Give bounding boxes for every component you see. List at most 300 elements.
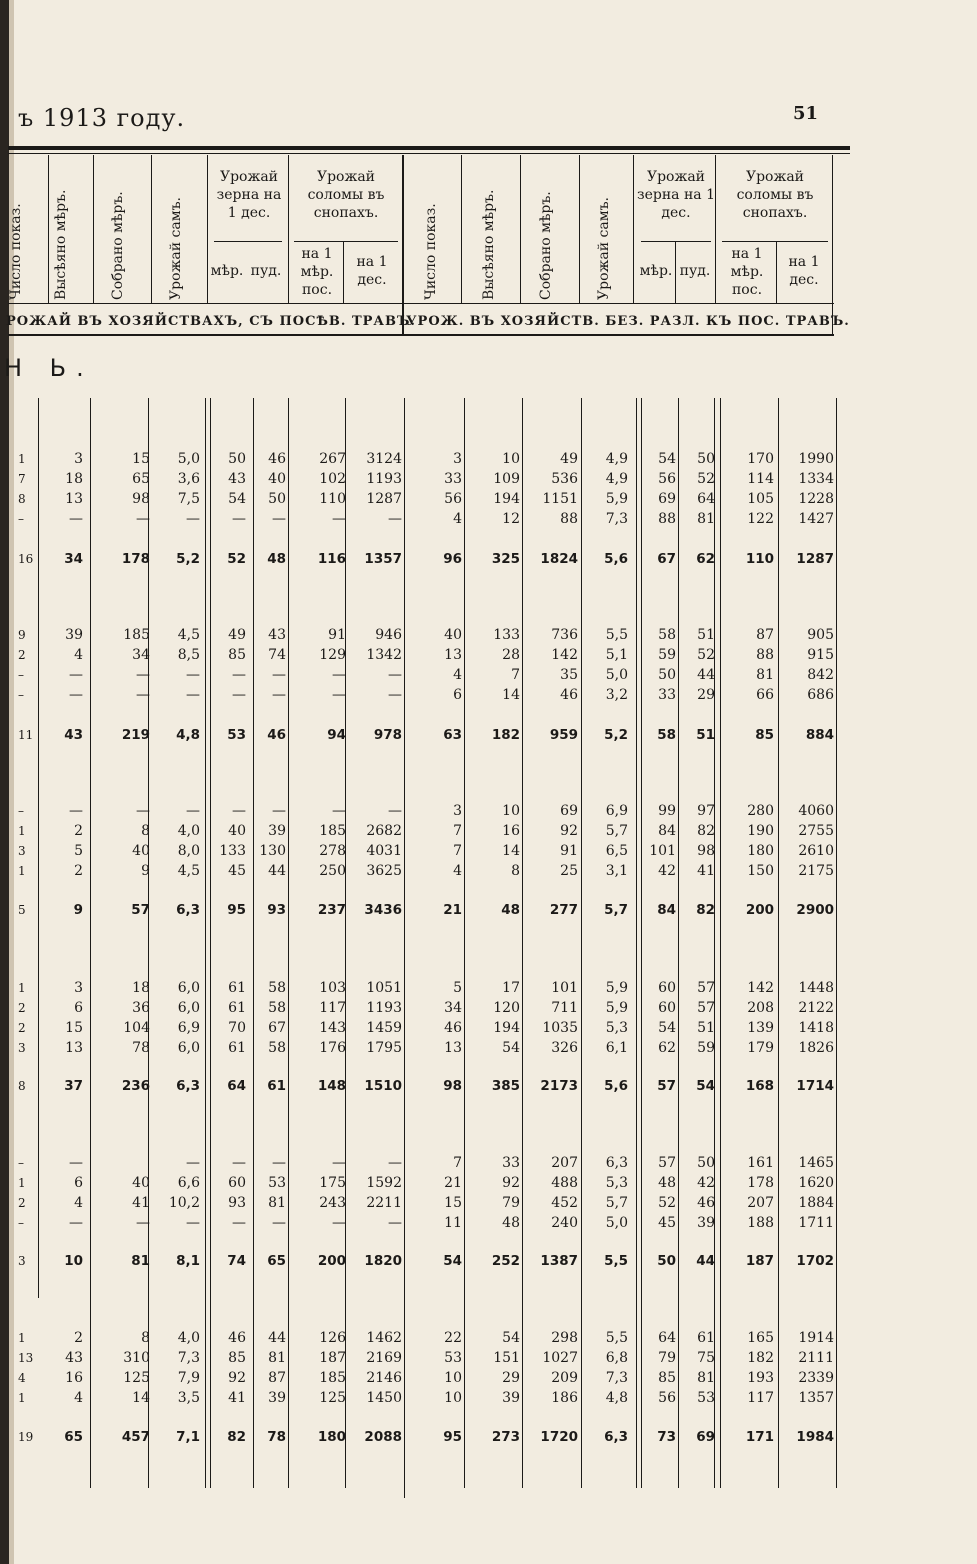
table-cell-left: 10 [64, 1253, 83, 1269]
table-cell-left: 1592 [366, 1175, 402, 1191]
table-cell-left: 125 [319, 1390, 346, 1406]
table-cell-right: 3,1 [605, 863, 628, 879]
table-cell-right: 41 [697, 863, 715, 879]
table-cell-right: 842 [807, 667, 834, 683]
table-cell-right: 54 [658, 1020, 676, 1036]
table-cell-right: 17 [502, 980, 520, 996]
table-cell-left: 187 [319, 1350, 346, 1366]
row-edge-label: 1 [18, 452, 26, 466]
table-cell-right: 150 [747, 863, 774, 879]
table-cell-right: 1914 [798, 1330, 834, 1346]
table-cell-right: 1151 [542, 491, 578, 507]
table-cell-right: 79 [502, 1195, 520, 1211]
table-cell-right: 5,1 [605, 647, 628, 663]
table-cell-left: 2146 [366, 1370, 402, 1386]
table-cell-left: 117 [319, 1000, 346, 1016]
table-cell-right: 69 [560, 803, 578, 819]
table-cell-right: 81 [756, 667, 774, 683]
table-cell-right: 82 [696, 902, 715, 918]
table-cell-left: 1820 [364, 1253, 402, 1269]
table-cell-right: 1228 [798, 491, 834, 507]
column-rule [38, 398, 39, 1298]
header-straw-1des-right: на 1 дес. [788, 254, 820, 288]
table-cell-left: 8 [141, 823, 150, 839]
table-cell-left: 87 [268, 1370, 286, 1386]
table-cell-right: 21 [443, 902, 462, 918]
table-cell-right: 87 [756, 627, 774, 643]
table-cell-left: 45 [228, 863, 246, 879]
table-cell-right: 4,9 [605, 451, 628, 467]
row-edge-label: 4 [18, 1371, 26, 1385]
header-grain-mer-right: мѣр. [639, 263, 673, 279]
table-cell-left: 61 [228, 980, 246, 996]
column-rule [836, 398, 837, 1488]
table-cell-right: 1035 [542, 1020, 578, 1036]
table-cell-right: 7,3 [605, 1370, 628, 1386]
table-cell-left: 8,5 [177, 647, 200, 663]
table-cell-right: 92 [560, 823, 578, 839]
table-cell-right: 101 [649, 843, 676, 859]
table-cell-right: 56 [444, 491, 462, 507]
table-cell-left: 267 [319, 451, 346, 467]
table-cell-left: 178 [121, 551, 150, 567]
table-cell-right: 1884 [798, 1195, 834, 1211]
table-cell-right: 686 [807, 687, 834, 703]
table-cell-right: 133 [493, 627, 520, 643]
table-cell-right: 170 [747, 451, 774, 467]
table-cell-left: 4,8 [176, 727, 200, 743]
row-edge-label: 3 [18, 844, 26, 858]
table-cell-right: 326 [551, 1040, 578, 1056]
column-rule [778, 398, 779, 1488]
table-cell-right: 190 [747, 823, 774, 839]
table-cell-left: 185 [319, 823, 346, 839]
table-cell-right: 188 [747, 1215, 774, 1231]
table-cell-right: 51 [697, 1020, 715, 1036]
table-cell-right: 194 [493, 491, 520, 507]
table-cell-left: 1459 [366, 1020, 402, 1036]
table-cell-right: 99 [658, 803, 676, 819]
table-cell-right: 60 [658, 1000, 676, 1016]
table-cell-left: — [332, 1215, 346, 1231]
table-cell-left: — [272, 667, 286, 683]
header-straw-1mer-left: на 1 мѣр. пос. [300, 246, 334, 298]
table-cell-right: 85 [755, 727, 774, 743]
table-cell-right: 110 [745, 551, 774, 567]
table-cell-left: 15 [132, 451, 150, 467]
running-head: ъ 1913 году. [18, 104, 186, 132]
table-cell-left: — [332, 687, 346, 703]
table-cell-right: 1448 [798, 980, 834, 996]
table-cell-right: 52 [697, 647, 715, 663]
table-cell-left: 9 [73, 902, 83, 918]
table-cell-left: 104 [123, 1020, 150, 1036]
table-cell-right: 1714 [796, 1078, 834, 1094]
table-cell-right: 1720 [540, 1429, 578, 1445]
table-cell-right: 40 [444, 627, 462, 643]
table-cell-right: 252 [491, 1253, 520, 1269]
table-cell-right: 22 [444, 1330, 462, 1346]
table-cell-right: 4 [453, 667, 462, 683]
table-cell-left: 4,5 [177, 627, 200, 643]
table-cell-right: 536 [551, 471, 578, 487]
table-cell-right: 180 [747, 843, 774, 859]
table-cell-left: 65 [267, 1253, 286, 1269]
table-cell-right: 25 [560, 863, 578, 879]
table-cell-left: 6,0 [177, 1000, 200, 1016]
table-cell-right: 240 [551, 1215, 578, 1231]
table-cell-left: 74 [227, 1253, 246, 1269]
table-cell-left: 98 [132, 491, 150, 507]
table-cell-right: 57 [658, 1155, 676, 1171]
header-yield-left: Урожай самъ. [168, 197, 184, 300]
table-cell-right: 33 [444, 471, 462, 487]
table-cell-left: 4 [74, 1390, 83, 1406]
table-cell-left: — [232, 667, 246, 683]
table-cell-right: 59 [658, 647, 676, 663]
table-cell-left: 39 [268, 1390, 286, 1406]
table-cell-right: 81 [697, 511, 715, 527]
table-cell-right: 50 [697, 451, 715, 467]
table-cell-left: 40 [132, 843, 150, 859]
table-cell-right: 5,6 [604, 1078, 628, 1094]
table-cell-right: 2339 [798, 1370, 834, 1386]
table-cell-right: 52 [658, 1195, 676, 1211]
table-cell-right: 187 [745, 1253, 774, 1269]
table-cell-right: 2900 [796, 902, 834, 918]
table-cell-left: 46 [267, 727, 286, 743]
table-cell-right: 207 [747, 1195, 774, 1211]
table-cell-left: 1462 [366, 1330, 402, 1346]
table-cell-left: 1510 [364, 1078, 402, 1094]
table-cell-right: 58 [658, 627, 676, 643]
table-cell-right: 54 [696, 1078, 715, 1094]
table-cell-left: 3 [74, 980, 83, 996]
table-cell-right: 209 [551, 1370, 578, 1386]
table-cell-right: 1387 [540, 1253, 578, 1269]
table-cell-left: — [232, 687, 246, 703]
table-cell-right: 14 [502, 687, 520, 703]
table-cell-left: 18 [65, 471, 83, 487]
table-cell-right: 6,9 [605, 803, 628, 819]
table-cell-right: 98 [697, 843, 715, 859]
table-cell-left: 8,1 [176, 1253, 200, 1269]
table-cell-left: 102 [319, 471, 346, 487]
table-cell-right: 5,3 [605, 1175, 628, 1191]
table-cell-left: 78 [267, 1429, 286, 1445]
table-cell-right: 52 [697, 471, 715, 487]
table-cell-right: 50 [697, 1155, 715, 1171]
table-cell-right: 2122 [798, 1000, 834, 1016]
table-cell-right: 84 [658, 823, 676, 839]
table-cell-left: 39 [65, 627, 83, 643]
row-edge-label: 1 [18, 824, 26, 838]
header-count-right: Число показ. [423, 203, 439, 300]
header-collected-right: Собрано мѣръ. [538, 191, 554, 300]
row-edge-label: – [18, 668, 24, 682]
table-cell-right: 81 [697, 1370, 715, 1386]
table-cell-right: 101 [551, 980, 578, 996]
top-rule [8, 146, 850, 150]
table-cell-left: 133 [219, 843, 246, 859]
table-cell-right: 5,9 [605, 1000, 628, 1016]
table-cell-left: 3,6 [177, 471, 200, 487]
table-cell-left: 36 [132, 1000, 150, 1016]
table-cell-right: 7 [453, 823, 462, 839]
column-rule [288, 398, 289, 1488]
table-cell-left: 74 [268, 647, 286, 663]
table-cell-left: 54 [228, 491, 246, 507]
table-cell-right: 97 [697, 803, 715, 819]
table-cell-right: 208 [747, 1000, 774, 1016]
header-straw-left: Урожай соломы въ снопахъ. [307, 169, 385, 221]
table-cell-left: 4 [74, 1195, 83, 1211]
table-cell-left: 1193 [366, 471, 402, 487]
table-cell-right: 182 [491, 727, 520, 743]
table-cell-right: 57 [697, 1000, 715, 1016]
table-cell-right: 280 [747, 803, 774, 819]
table-cell-right: 7 [453, 1155, 462, 1171]
table-cell-left: 3625 [366, 863, 402, 879]
header-grain-mer-left: мѣр. [210, 263, 244, 279]
table-cell-left: 1357 [364, 551, 402, 567]
table-cell-right: 5,5 [605, 1330, 628, 1346]
table-cell-right: 11 [444, 1215, 462, 1231]
table-cell-right: 114 [747, 471, 774, 487]
table-cell-left: 143 [319, 1020, 346, 1036]
table-cell-left: 278 [319, 843, 346, 859]
table-cell-right: 50 [657, 1253, 676, 1269]
table-cell-right: 1824 [540, 551, 578, 567]
row-edge-label: – [18, 1216, 24, 1230]
table-cell-right: 182 [747, 1350, 774, 1366]
table-cell-left: 34 [132, 647, 150, 663]
table-cell-left: 310 [123, 1350, 150, 1366]
table-cell-left: — [272, 1155, 286, 1171]
table-cell-right: 109 [493, 471, 520, 487]
row-edge-label: – [18, 804, 24, 818]
table-cell-left: — [272, 1215, 286, 1231]
table-cell-left: 49 [228, 627, 246, 643]
table-cell-right: 29 [697, 687, 715, 703]
table-cell-right: 142 [551, 647, 578, 663]
table-cell-left: — [186, 687, 200, 703]
table-cell-right: 4,9 [605, 471, 628, 487]
table-cell-left: 7,3 [177, 1350, 200, 1366]
table-cell-right: 1287 [796, 551, 834, 567]
table-cell-left: 1051 [366, 980, 402, 996]
table-cell-left: 236 [121, 1078, 150, 1094]
row-edge-label: 19 [18, 1430, 34, 1444]
table-cell-left: 175 [319, 1175, 346, 1191]
table-cell-left: 91 [328, 627, 346, 643]
table-cell-left: 1450 [366, 1390, 402, 1406]
header-collected-left: Собрано мѣръ. [110, 191, 126, 300]
row-edge-label: 7 [18, 472, 26, 486]
page-number: 51 [793, 103, 819, 124]
table-cell-left: 110 [319, 491, 346, 507]
table-cell-right: 34 [444, 1000, 462, 1016]
table-cell-left: 14 [132, 1390, 150, 1406]
table-cell-right: 1427 [798, 511, 834, 527]
table-cell-right: 88 [658, 511, 676, 527]
row-edge-label: 2 [18, 1001, 26, 1015]
table-cell-right: 711 [551, 1000, 578, 1016]
table-cell-left: 185 [123, 627, 150, 643]
table-cell-right: 273 [491, 1429, 520, 1445]
table-cell-right: 49 [560, 451, 578, 467]
table-cell-right: 84 [657, 902, 676, 918]
table-cell-left: 1287 [366, 491, 402, 507]
table-cell-left: 2 [74, 823, 83, 839]
table-cell-left: 1193 [366, 1000, 402, 1016]
table-cell-right: 165 [747, 1330, 774, 1346]
table-cell-right: 44 [696, 1253, 715, 1269]
table-cell-right: 62 [696, 551, 715, 567]
table-cell-left: — [186, 667, 200, 683]
table-cell-right: 5,7 [605, 823, 628, 839]
table-cell-left: — [186, 511, 200, 527]
row-edge-label: 1 [18, 1391, 26, 1405]
table-cell-right: 736 [551, 627, 578, 643]
table-cell-right: 50 [658, 667, 676, 683]
row-edge-label: 1 [18, 1176, 26, 1190]
table-cell-right: 13 [444, 1040, 462, 1056]
table-cell-left: 94 [327, 727, 346, 743]
row-edge-label: – [18, 512, 24, 526]
table-cell-right: 10 [444, 1370, 462, 1386]
table-cell-right: 385 [491, 1078, 520, 1094]
table-cell-left: 4031 [366, 843, 402, 859]
table-cell-right: 5,0 [605, 667, 628, 683]
table-cell-right: 88 [560, 511, 578, 527]
table-cell-right: 67 [657, 551, 676, 567]
table-cell-right: 1357 [798, 1390, 834, 1406]
table-cell-left: 64 [227, 1078, 246, 1094]
table-cell-left: 6,9 [177, 1020, 200, 1036]
table-cell-left: 58 [268, 1000, 286, 1016]
table-cell-left: 61 [228, 1000, 246, 1016]
table-cell-right: 325 [491, 551, 520, 567]
table-cell-right: 298 [551, 1330, 578, 1346]
table-cell-left: 8,0 [177, 843, 200, 859]
table-cell-left: — [69, 667, 83, 683]
table-cell-left: 60 [228, 1175, 246, 1191]
table-cell-right: 120 [493, 1000, 520, 1016]
table-cell-right: 171 [745, 1429, 774, 1445]
table-cell-right: 54 [443, 1253, 462, 1269]
table-cell-right: 48 [502, 1215, 520, 1231]
table-cell-right: 28 [502, 647, 520, 663]
table-cell-left: — [388, 687, 402, 703]
table-cell-right: 5,9 [605, 491, 628, 507]
table-cell-left: 4,0 [177, 1330, 200, 1346]
header-grain-right: Урожай зерна на 1 дес. [636, 169, 716, 221]
table-cell-left: — [186, 1155, 200, 1171]
table-cell-left: — [69, 1215, 83, 1231]
header-sown-right: Высѣяно мѣръ. [481, 189, 497, 300]
table-cell-right: 5,5 [605, 627, 628, 643]
header-sown-left: Высѣяно мѣръ. [53, 189, 69, 300]
header-grain-pud-left: пуд. [250, 263, 282, 279]
table-cell-right: 56 [658, 471, 676, 487]
table-cell-right: 488 [551, 1175, 578, 1191]
table-cell-left: 180 [317, 1429, 346, 1445]
table-cell-left: — [69, 803, 83, 819]
table-cell-left: 81 [268, 1350, 286, 1366]
row-edge-label: 2 [18, 1196, 26, 1210]
row-edge-label: 8 [18, 1079, 26, 1093]
table-cell-right: 29 [502, 1370, 520, 1386]
table-cell-left: 43 [228, 471, 246, 487]
table-cell-left: 44 [268, 1330, 286, 1346]
table-cell-right: 6 [453, 687, 462, 703]
table-cell-left: 92 [228, 1370, 246, 1386]
table-cell-right: 5,0 [605, 1215, 628, 1231]
table-cell-right: 179 [747, 1040, 774, 1056]
table-cell-right: 5,9 [605, 980, 628, 996]
table-cell-left: 3436 [364, 902, 402, 918]
table-cell-left: 129 [319, 647, 346, 663]
table-cell-right: 10 [502, 451, 520, 467]
table-cell-left: 41 [228, 1390, 246, 1406]
table-cell-left: — [232, 803, 246, 819]
table-cell-right: 7 [511, 667, 520, 683]
table-cell-right: 5 [453, 980, 462, 996]
table-cell-left: 52 [227, 551, 246, 567]
header-grain-left: Урожай зерна на 1 дес. [216, 169, 282, 221]
table-cell-right: 5,3 [605, 1020, 628, 1036]
table-cell-right: 51 [696, 727, 715, 743]
table-cell-right: 4 [453, 863, 462, 879]
table-cell-left: — [332, 1155, 346, 1171]
table-cell-left: — [136, 511, 150, 527]
column-rule [90, 398, 91, 1488]
table-cell-left: 6,6 [177, 1175, 200, 1191]
row-edge-label: 5 [18, 903, 26, 917]
table-cell-right: 2610 [798, 843, 834, 859]
table-cell-left: 243 [319, 1195, 346, 1211]
table-cell-left: — [186, 803, 200, 819]
column-rule [522, 398, 523, 1488]
table-cell-left: 85 [228, 1350, 246, 1366]
table-cell-left: 58 [268, 1040, 286, 1056]
table-cell-right: 46 [560, 687, 578, 703]
table-cell-left: 9 [141, 863, 150, 879]
column-rule [464, 398, 465, 1488]
table-cell-left: 40 [132, 1175, 150, 1191]
table-cell-right: 7,3 [605, 511, 628, 527]
table-cell-left: 250 [319, 863, 346, 879]
row-edge-label: 2 [18, 648, 26, 662]
table-cell-left: 2088 [364, 1429, 402, 1445]
table-cell-left: — [136, 803, 150, 819]
table-cell-right: 61 [697, 1330, 715, 1346]
table-cell-right: 85 [658, 1370, 676, 1386]
table-cell-left: 93 [228, 1195, 246, 1211]
table-cell-right: 57 [657, 1078, 676, 1094]
table-cell-left: 43 [268, 627, 286, 643]
table-cell-left: 53 [227, 727, 246, 743]
table-cell-left: 53 [268, 1175, 286, 1191]
table-cell-left: 5,0 [177, 451, 200, 467]
table-cell-left: — [388, 1155, 402, 1171]
table-cell-left: 176 [319, 1040, 346, 1056]
table-cell-left: 126 [319, 1330, 346, 1346]
table-cell-left: 5 [74, 843, 83, 859]
table-cell-left: 13 [65, 1040, 83, 1056]
table-cell-left: 40 [268, 471, 286, 487]
